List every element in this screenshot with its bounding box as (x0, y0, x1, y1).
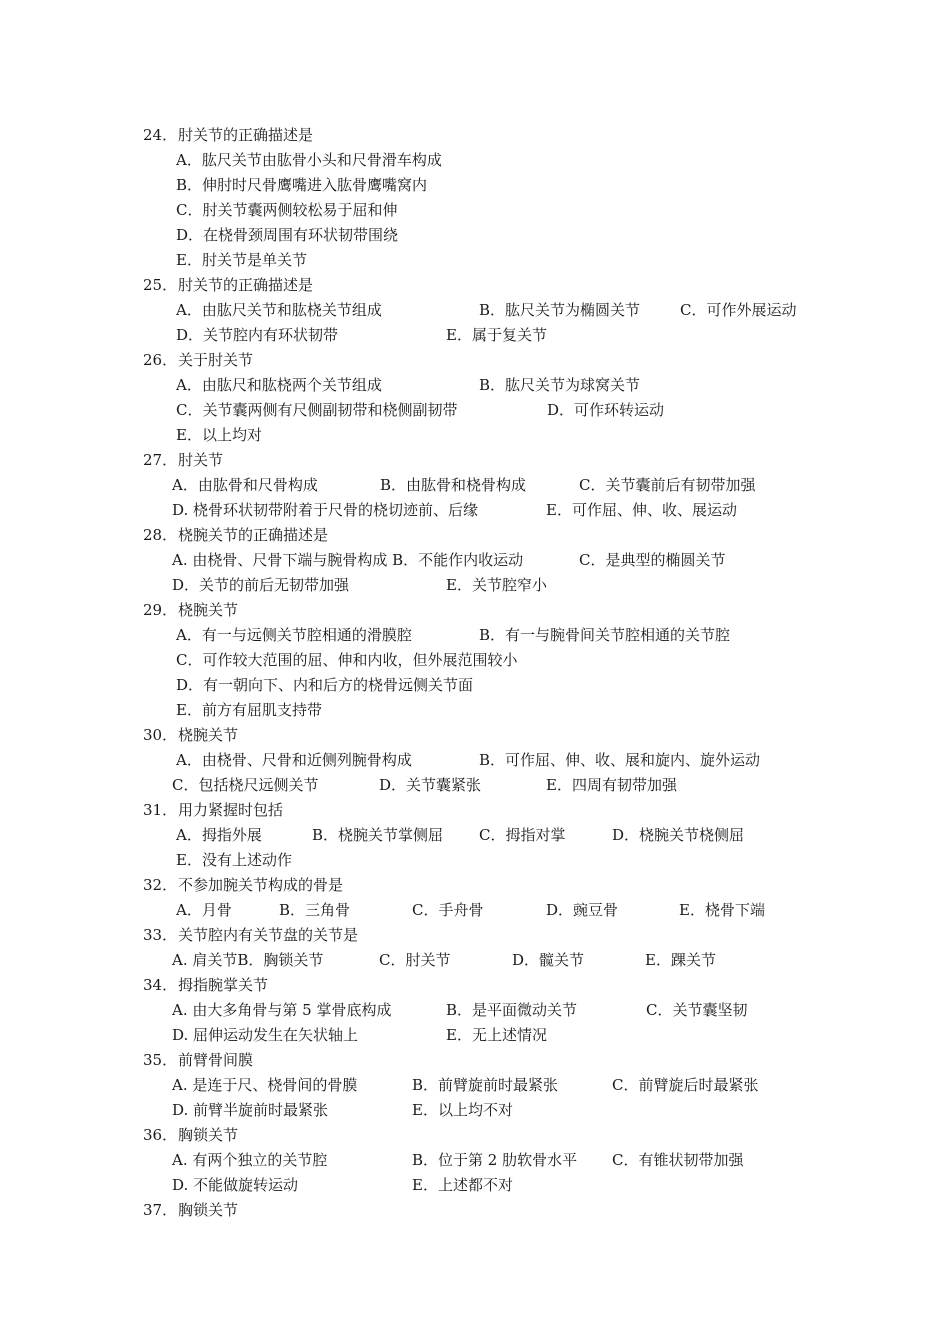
option-line (0, 198, 950, 223)
option-line (0, 1023, 950, 1048)
question-stem-line (0, 923, 950, 948)
option-line (0, 848, 950, 873)
option-line (0, 173, 950, 198)
answer-option: D．豌豆骨 (546, 901, 619, 919)
answer-option: C．肘关节 (379, 951, 451, 969)
question-stem-line (0, 723, 950, 748)
answer-option: E．无上述情况 (446, 1026, 547, 1044)
answer-option: E．四周有韧带加强 (546, 776, 677, 794)
answer-option: A．由肱骨和尺骨构成 (172, 476, 318, 494)
answer-option: C．手舟骨 (412, 901, 484, 919)
question-number: 25． (143, 276, 178, 294)
question-stem: 关节腔内有关节盘的关节是 (178, 926, 359, 944)
option-line (0, 1148, 950, 1173)
answer-option: B．肱尺关节为球窝关节 (479, 376, 641, 394)
answer-option: D．关节囊紧张 (379, 776, 482, 794)
answer-option: D. 前臂半旋前时最紧张 (172, 1101, 329, 1119)
answer-option: B．三角骨 (279, 901, 351, 919)
question-number: 37． (143, 1201, 178, 1219)
answer-option: B．伸肘时尺骨鹰嘴进入肱骨鹰嘴窝内 (176, 176, 428, 194)
question-number: 27． (143, 451, 178, 469)
answer-option: C．拇指对掌 (479, 826, 566, 844)
answer-option: C．关节囊两侧有尺侧副韧带和桡侧副韧带 (176, 401, 458, 419)
answer-option: D．髋关节 (512, 951, 585, 969)
answer-option: E．没有上述动作 (176, 851, 292, 869)
answer-option: D. 屈伸运动发生在矢状轴上 (172, 1026, 359, 1044)
answer-option: A. 是连于尺、桡骨间的骨膜 (172, 1076, 358, 1094)
answer-option: D. 不能做旋转运动 (172, 1176, 299, 1194)
answer-option: B．桡腕关节掌侧屈 (312, 826, 444, 844)
option-line (0, 398, 950, 423)
question-stem: 肘关节 (178, 451, 224, 469)
question-stem-line (0, 1123, 950, 1148)
question-stem: 肘关节的正确描述是 (178, 276, 314, 294)
question-number: 34． (143, 976, 178, 994)
question-stem: 不参加腕关节构成的骨是 (178, 876, 344, 894)
option-line (0, 148, 950, 173)
option-line (0, 673, 950, 698)
answer-option: E．以上均对 (176, 426, 262, 444)
answer-option: C．肘关节囊两侧较松易于屈和伸 (176, 201, 398, 219)
answer-option: D．关节的前后无韧带加强 (172, 576, 350, 594)
option-line (0, 948, 950, 973)
question-number: 35． (143, 1051, 178, 1069)
answer-option: B．由肱骨和桡骨构成 (380, 476, 527, 494)
answer-option: C．可作较大范围的屈、伸和内收，但外展范围较小 (176, 651, 518, 669)
option-line (0, 223, 950, 248)
answer-option: C．关节囊前后有韧带加强 (579, 476, 756, 494)
question-stem: 肘关节的正确描述是 (178, 126, 314, 144)
answer-option: C．是典型的椭圆关节 (579, 551, 726, 569)
question-stem: 用力紧握时包括 (178, 801, 284, 819)
question-stem-line (0, 973, 950, 998)
question-stem: 胸锁关节 (178, 1126, 239, 1144)
answer-option: A. 肩关节B．胸锁关节 (172, 951, 324, 969)
answer-option: A. 由桡骨、尺骨下端与腕骨构成 B．不能作内收运动 (172, 551, 524, 569)
question-number: 28． (143, 526, 178, 544)
question-number: 26． (143, 351, 178, 369)
answer-option: C．包括桡尺远侧关节 (172, 776, 319, 794)
question-number: 33． (143, 926, 178, 944)
answer-option: B．有一与腕骨间关节腔相通的关节腔 (479, 626, 731, 644)
answer-option: A．有一与远侧关节腔相通的滑膜腔 (176, 626, 412, 644)
question-stem-line (0, 1048, 950, 1073)
answer-option: D．在桡骨颈周围有环状韧带围绕 (176, 226, 399, 244)
answer-option: E．可作屈、伸、收、展运动 (546, 501, 737, 519)
question-stem-line (0, 873, 950, 898)
option-line (0, 623, 950, 648)
question-number: 36． (143, 1126, 178, 1144)
answer-option: C．可作外展运动 (680, 301, 797, 319)
option-line (0, 998, 950, 1023)
question-stem-line (0, 1198, 950, 1223)
answer-option: A. 有两个独立的关节腔 (172, 1151, 328, 1169)
question-stem-line (0, 123, 950, 148)
option-line (0, 748, 950, 773)
question-stem-line (0, 273, 950, 298)
question-stem-line (0, 523, 950, 548)
answer-option: D．可作环转运动 (547, 401, 665, 419)
answer-option: C．前臂旋后时最紧张 (612, 1076, 759, 1094)
question-number: 29． (143, 601, 178, 619)
option-line (0, 1173, 950, 1198)
answer-option: D. 桡骨环状韧带附着于尺骨的桡切迹前、后缘 (172, 501, 479, 519)
question-number: 32． (143, 876, 178, 894)
answer-option: C．关节囊坚韧 (646, 1001, 748, 1019)
answer-option: A．由肱尺关节和肱桡关节组成 (176, 301, 382, 319)
option-line (0, 823, 950, 848)
answer-option: E．属于复关节 (446, 326, 547, 344)
answer-option: E．以上均不对 (412, 1101, 513, 1119)
option-line (0, 498, 950, 523)
answer-option: A．肱尺关节由肱骨小头和尺骨滑车构成 (176, 151, 442, 169)
answer-option: E．上述都不对 (412, 1176, 513, 1194)
answer-option: B．是平面微动关节 (446, 1001, 578, 1019)
option-line (0, 548, 950, 573)
option-line (0, 248, 950, 273)
answer-option: A．拇指外展 (176, 826, 262, 844)
answer-option: D．桡腕关节桡侧屈 (612, 826, 745, 844)
question-stem: 拇指腕掌关节 (178, 976, 269, 994)
answer-option: B．前臂旋前时最紧张 (412, 1076, 559, 1094)
option-line (0, 1073, 950, 1098)
option-line (0, 898, 950, 923)
answer-option: E．前方有屈肌支持带 (176, 701, 322, 719)
answer-option: D．关节腔内有环状韧带 (176, 326, 339, 344)
option-line (0, 473, 950, 498)
answer-option: B．可作屈、伸、收、展和旋内、旋外运动 (479, 751, 761, 769)
answer-option: D．有一朝向下、内和后方的桡骨远侧关节面 (176, 676, 474, 694)
question-stem: 前臂骨间膜 (178, 1051, 254, 1069)
option-line (0, 573, 950, 598)
answer-option: E．关节腔窄小 (446, 576, 547, 594)
question-number: 24． (143, 126, 178, 144)
answer-option: A．由桡骨、尺骨和近侧列腕骨构成 (176, 751, 412, 769)
question-stem-line (0, 348, 950, 373)
question-stem: 桡腕关节的正确描述是 (178, 526, 329, 544)
question-stem: 桡腕关节 (178, 726, 239, 744)
answer-option: B．肱尺关节为椭圆关节 (479, 301, 641, 319)
answer-option: E．桡骨下端 (679, 901, 765, 919)
question-stem-line (0, 448, 950, 473)
option-line (0, 1098, 950, 1123)
answer-option: A．月骨 (176, 901, 232, 919)
question-stem: 桡腕关节 (178, 601, 239, 619)
question-number: 30． (143, 726, 178, 744)
answer-option: B．位于第 2 肋软骨水平 (412, 1151, 578, 1169)
question-stem: 胸锁关节 (178, 1201, 239, 1219)
option-line (0, 323, 950, 348)
option-line (0, 773, 950, 798)
option-line (0, 373, 950, 398)
option-line (0, 698, 950, 723)
option-line (0, 648, 950, 673)
answer-option: C．有锥状韧带加强 (612, 1151, 744, 1169)
answer-option: E．踝关节 (645, 951, 716, 969)
option-line (0, 298, 950, 323)
question-stem-line (0, 598, 950, 623)
question-stem-line (0, 798, 950, 823)
answer-option: E．肘关节是单关节 (176, 251, 307, 269)
answer-option: A. 由大多角骨与第 5 掌骨底构成 (172, 1001, 392, 1019)
answer-option: A．由肱尺和肱桡两个关节组成 (176, 376, 382, 394)
option-line (0, 423, 950, 448)
question-number: 31． (143, 801, 178, 819)
question-stem: 关于肘关节 (178, 351, 254, 369)
